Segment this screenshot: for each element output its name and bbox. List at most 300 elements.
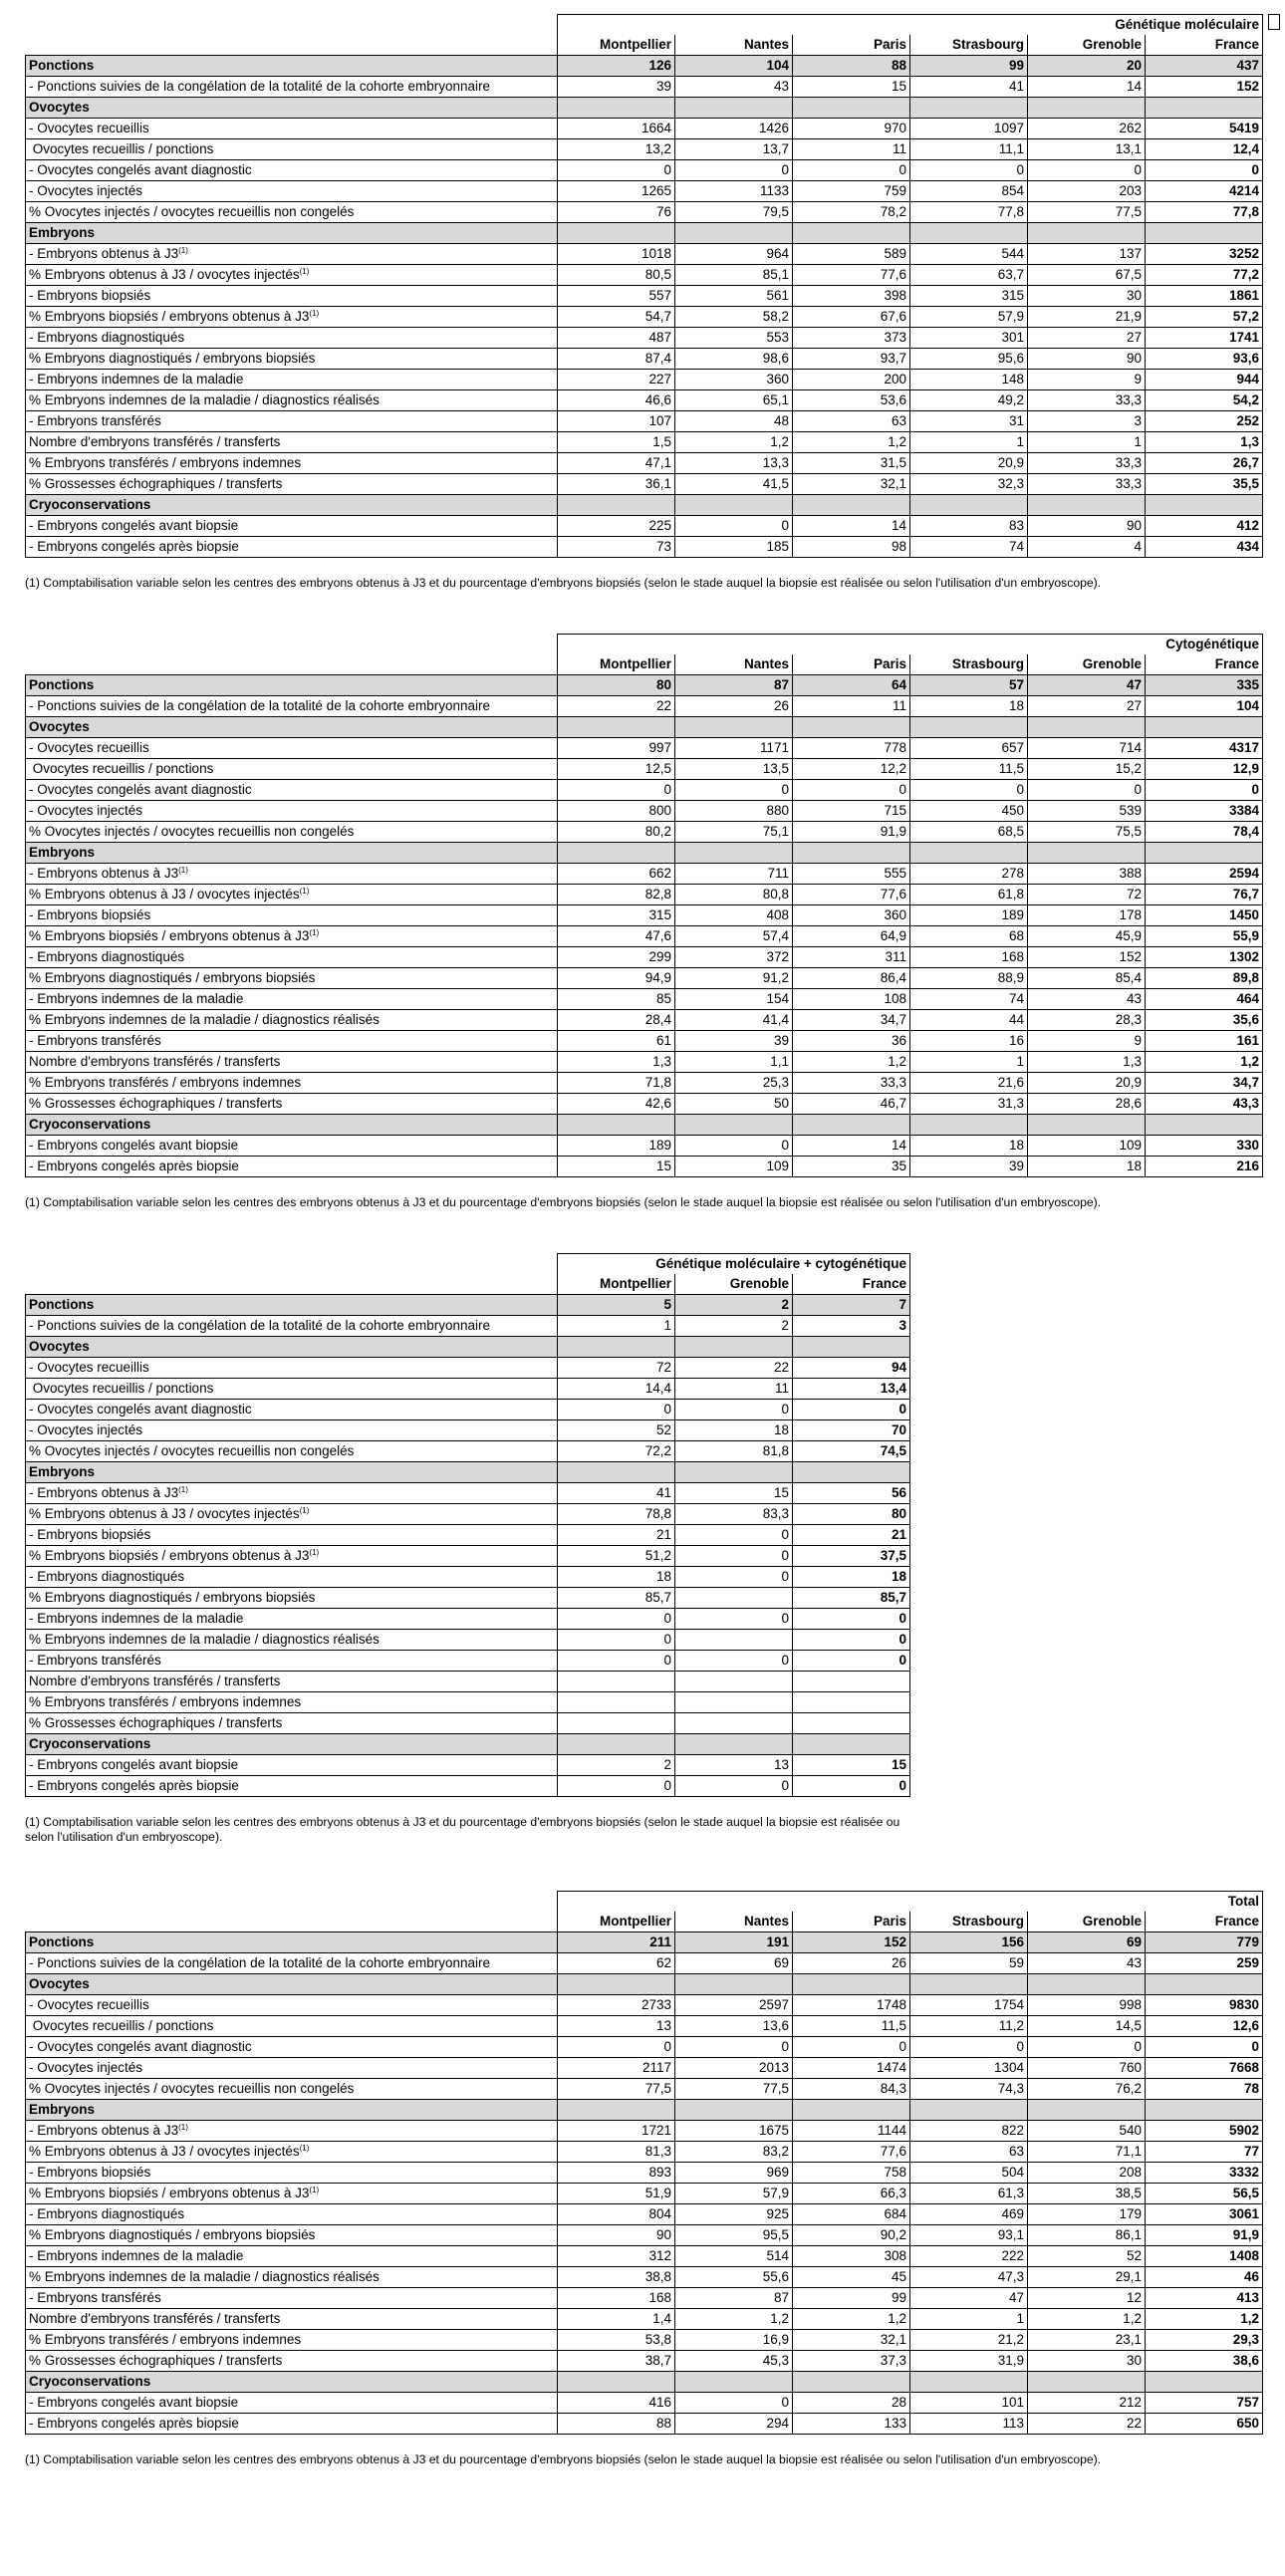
column-header: Montpellier bbox=[558, 1274, 675, 1295]
cell-value: 18 bbox=[1028, 1157, 1146, 1177]
row-label bbox=[26, 1630, 558, 1651]
cell-value: 57,9 bbox=[675, 2184, 793, 2204]
row-label bbox=[26, 1441, 558, 1462]
cell-value bbox=[1146, 1115, 1263, 1136]
cell-value bbox=[558, 1734, 675, 1755]
cell-value: 47 bbox=[1028, 675, 1146, 696]
footnote: (1) Comptabilisation variable selon les centres des embryons obtenus à J3 et du pourcentage d'embryons biopsiés (selon le stade auquel la biopsie est réalisée ou selon l'utilisation d'un embryoscope). bbox=[25, 1815, 900, 1844]
table-row bbox=[26, 390, 1263, 411]
row-label bbox=[26, 2393, 558, 2414]
cell-value: 77,5 bbox=[675, 2079, 793, 2100]
cell-value: 74 bbox=[910, 537, 1028, 558]
cell-value: 0 bbox=[558, 1651, 675, 1672]
row-label bbox=[26, 516, 558, 537]
row-label bbox=[26, 989, 558, 1010]
cell-value: 373 bbox=[793, 328, 910, 349]
cell-value: 11,1 bbox=[910, 139, 1028, 160]
cell-value bbox=[558, 1115, 675, 1136]
cell-value: 94 bbox=[793, 1358, 910, 1379]
cell-value: 12,2 bbox=[793, 759, 910, 780]
cell-value: 54,2 bbox=[1146, 390, 1263, 411]
cell-value: 416 bbox=[558, 2393, 675, 2414]
cell-value: 93,6 bbox=[1146, 349, 1263, 370]
cell-value: 21,9 bbox=[1028, 307, 1146, 328]
cell-value bbox=[910, 495, 1028, 516]
row-label bbox=[26, 349, 558, 370]
cell-value: 1474 bbox=[793, 2058, 910, 2079]
cell-value bbox=[675, 1588, 793, 1609]
cell-value: 45,9 bbox=[1028, 926, 1146, 947]
cell-value: 77,6 bbox=[793, 885, 910, 905]
cell-value bbox=[675, 843, 793, 864]
footnote-marker: (1) bbox=[178, 246, 188, 255]
cell-value: 95,5 bbox=[675, 2225, 793, 2246]
table-row bbox=[26, 2393, 1263, 2414]
row-label bbox=[26, 1755, 558, 1776]
row-label-text: Nombre d'embryons transférés / transferts bbox=[29, 434, 281, 449]
row-label bbox=[26, 2309, 558, 2330]
cell-value: 925 bbox=[675, 2204, 793, 2225]
row-label bbox=[26, 1932, 558, 1953]
header-spacer bbox=[26, 1912, 558, 1932]
cell-value: 23,1 bbox=[1028, 2330, 1146, 2351]
corner-box bbox=[1268, 14, 1280, 30]
table-row bbox=[26, 2267, 1263, 2288]
row-label bbox=[26, 2267, 558, 2288]
cell-value bbox=[1028, 495, 1146, 516]
row-label-text: % Grossesses échographiques / transferts bbox=[29, 1096, 283, 1111]
cell-value: 61,8 bbox=[910, 885, 1028, 905]
cell-value: 714 bbox=[1028, 738, 1146, 759]
cell-value bbox=[558, 98, 675, 119]
cell-value: 83,3 bbox=[675, 1504, 793, 1525]
cell-value: 11,2 bbox=[910, 2016, 1028, 2037]
row-label-text: - Embryons biopsiés bbox=[29, 2165, 151, 2180]
column-header: Strasbourg bbox=[910, 1912, 1028, 1932]
row-label-text: - Embryons congelés avant biopsie bbox=[29, 1138, 239, 1153]
row-label-text: - Ovocytes recueillis bbox=[29, 121, 149, 135]
cell-value: 15,2 bbox=[1028, 759, 1146, 780]
section-row bbox=[26, 717, 1263, 738]
cell-value: 4317 bbox=[1146, 738, 1263, 759]
table-row bbox=[26, 1441, 910, 1462]
cell-value: 108 bbox=[793, 989, 910, 1010]
row-label bbox=[26, 759, 558, 780]
column-header: Strasbourg bbox=[910, 654, 1028, 675]
table-row bbox=[26, 516, 1263, 537]
cell-value bbox=[675, 1692, 793, 1713]
table-row bbox=[26, 885, 1263, 905]
cell-value: 30 bbox=[1028, 2351, 1146, 2372]
row-label bbox=[26, 2225, 558, 2246]
cell-value: 203 bbox=[1028, 181, 1146, 202]
cell-value: 1 bbox=[1028, 432, 1146, 453]
cell-value: 77 bbox=[1146, 2142, 1263, 2163]
cell-value: 0 bbox=[910, 160, 1028, 181]
cell-value: 80 bbox=[793, 1504, 910, 1525]
cell-value: 152 bbox=[793, 1932, 910, 1953]
cell-value: 83 bbox=[910, 516, 1028, 537]
cell-value: 9 bbox=[1028, 1031, 1146, 1052]
cell-value: 1133 bbox=[675, 181, 793, 202]
cell-value bbox=[675, 2100, 793, 2121]
row-label bbox=[26, 801, 558, 822]
cell-value bbox=[1028, 2100, 1146, 2121]
cell-value bbox=[793, 1692, 910, 1713]
cell-value: 32,1 bbox=[793, 2330, 910, 2351]
row-label bbox=[26, 98, 558, 119]
cell-value: 80 bbox=[558, 675, 675, 696]
row-label-text: % Embryons obtenus à J3 / ovocytes injectés bbox=[29, 1506, 300, 1521]
cell-value: 69 bbox=[1028, 1932, 1146, 1953]
cell-value: 1,4 bbox=[558, 2309, 675, 2330]
row-label-text: % Embryons biopsiés / embryons obtenus à J3 bbox=[29, 2186, 310, 2200]
cell-value: 0 bbox=[675, 2393, 793, 2414]
cell-value: 33,3 bbox=[1028, 390, 1146, 411]
cell-value: 49,2 bbox=[910, 390, 1028, 411]
cell-value: 22 bbox=[1028, 2414, 1146, 2435]
cell-value: 0 bbox=[675, 516, 793, 537]
cell-value: 1675 bbox=[675, 2121, 793, 2142]
cell-value: 1097 bbox=[910, 119, 1028, 139]
cell-value: 0 bbox=[793, 1651, 910, 1672]
row-label bbox=[26, 1546, 558, 1567]
cell-value bbox=[558, 843, 675, 864]
row-label-text: - Ovocytes injectés bbox=[29, 2060, 143, 2075]
row-label-text: - Embryons transférés bbox=[29, 1033, 161, 1048]
table-row bbox=[26, 1358, 910, 1379]
table-row bbox=[26, 780, 1263, 801]
cell-value: 0 bbox=[1146, 780, 1263, 801]
cell-value: 1,3 bbox=[558, 1052, 675, 1073]
cell-value: 85,7 bbox=[793, 1588, 910, 1609]
section-row bbox=[26, 1295, 910, 1316]
row-label-text: - Embryons transférés bbox=[29, 413, 161, 428]
cell-value: 91,9 bbox=[1146, 2225, 1263, 2246]
cell-value: 1,1 bbox=[675, 1052, 793, 1073]
row-label-text: % Ovocytes injectés / ovocytes recueillis non congelés bbox=[29, 1443, 355, 1458]
cell-value: 278 bbox=[910, 864, 1028, 885]
row-label bbox=[26, 1567, 558, 1588]
table-row bbox=[26, 265, 1263, 286]
table-row bbox=[26, 2121, 1263, 2142]
row-label bbox=[26, 905, 558, 926]
cell-value: 3332 bbox=[1146, 2163, 1263, 2184]
row-label-text: Embryons bbox=[29, 1464, 96, 1479]
data-table bbox=[25, 14, 1263, 558]
row-label bbox=[26, 1115, 558, 1136]
header-spacer bbox=[26, 1892, 558, 1913]
cell-value: 63 bbox=[910, 2142, 1028, 2163]
cell-value bbox=[793, 1337, 910, 1358]
cell-value: 82,8 bbox=[558, 885, 675, 905]
cell-value: 78 bbox=[1146, 2079, 1263, 2100]
row-label bbox=[26, 1316, 558, 1337]
row-label-text: % Embryons obtenus à J3 / ovocytes injectés bbox=[29, 2144, 300, 2159]
cell-value: 0 bbox=[1146, 2037, 1263, 2058]
cell-value: 464 bbox=[1146, 989, 1263, 1010]
table-row bbox=[26, 2163, 1263, 2184]
row-label-text: Ovocytes recueillis / ponctions bbox=[29, 141, 214, 156]
cell-value: 1302 bbox=[1146, 947, 1263, 968]
cell-value: 1018 bbox=[558, 244, 675, 265]
row-label bbox=[26, 968, 558, 989]
cell-value bbox=[1146, 223, 1263, 244]
table-row bbox=[26, 2016, 1263, 2037]
cell-value: 28,6 bbox=[1028, 1094, 1146, 1115]
cell-value: 18 bbox=[910, 1136, 1028, 1157]
cell-value: 0 bbox=[1146, 160, 1263, 181]
cell-value: 13,5 bbox=[675, 759, 793, 780]
cell-value: 168 bbox=[910, 947, 1028, 968]
cell-value: 12,6 bbox=[1146, 2016, 1263, 2037]
cell-value: 47 bbox=[910, 2288, 1028, 2309]
row-label-text: Embryons bbox=[29, 2102, 96, 2117]
cell-value: 969 bbox=[675, 2163, 793, 2184]
cell-value: 3252 bbox=[1146, 244, 1263, 265]
section-row bbox=[26, 1932, 1263, 1953]
cell-value: 13,7 bbox=[675, 139, 793, 160]
row-label-text: - Embryons transférés bbox=[29, 1653, 161, 1668]
cell-value: 5902 bbox=[1146, 2121, 1263, 2142]
cell-value: 779 bbox=[1146, 1932, 1263, 1953]
row-label-text: - Embryons congelés après biopsie bbox=[29, 1159, 239, 1173]
cell-value: 18 bbox=[558, 1567, 675, 1588]
cell-value: 13,3 bbox=[675, 453, 793, 474]
row-label bbox=[26, 56, 558, 77]
cell-value: 109 bbox=[675, 1157, 793, 1177]
row-label-text: - Embryons diagnostiqués bbox=[29, 949, 185, 964]
cell-value: 90 bbox=[1028, 349, 1146, 370]
cell-value: 715 bbox=[793, 801, 910, 822]
cell-value: 0 bbox=[675, 1651, 793, 1672]
cell-value: 91,2 bbox=[675, 968, 793, 989]
row-label bbox=[26, 1588, 558, 1609]
table-row bbox=[26, 989, 1263, 1010]
cell-value: 0 bbox=[558, 2037, 675, 2058]
cell-value: 57 bbox=[910, 675, 1028, 696]
row-label bbox=[26, 2351, 558, 2372]
cell-value: 0 bbox=[1028, 780, 1146, 801]
cell-value: 27 bbox=[1028, 696, 1146, 717]
row-label bbox=[26, 926, 558, 947]
cell-value: 1265 bbox=[558, 181, 675, 202]
cell-value: 137 bbox=[1028, 244, 1146, 265]
row-label-text: % Embryons transférés / embryons indemnes bbox=[29, 2332, 302, 2347]
table-row bbox=[26, 1157, 1263, 1177]
table-row bbox=[26, 286, 1263, 307]
cell-value: 540 bbox=[1028, 2121, 1146, 2142]
cell-value: 85 bbox=[558, 989, 675, 1010]
footnote-marker: (1) bbox=[309, 309, 320, 318]
cell-value: 28 bbox=[793, 2393, 910, 2414]
cell-value: 58,2 bbox=[675, 307, 793, 328]
row-label-text: Ovocytes bbox=[29, 719, 90, 734]
cell-value: 1 bbox=[910, 432, 1028, 453]
cell-value: 38,6 bbox=[1146, 2351, 1263, 2372]
cell-value: 208 bbox=[1028, 2163, 1146, 2184]
cell-value: 21,2 bbox=[910, 2330, 1028, 2351]
cell-value: 1 bbox=[910, 2309, 1028, 2330]
column-header: Grenoble bbox=[1028, 35, 1146, 56]
row-label bbox=[26, 738, 558, 759]
cell-value: 16 bbox=[910, 1031, 1028, 1052]
cell-value: 88,9 bbox=[910, 968, 1028, 989]
cell-value: 1450 bbox=[1146, 905, 1263, 926]
footnote: (1) Comptabilisation variable selon les centres des embryons obtenus à J3 et du pourcentage d'embryons biopsiés (selon le stade auquel la biopsie est réalisée ou selon l'utilisation d'un embryoscope). bbox=[25, 2452, 1102, 2466]
column-header: Grenoble bbox=[1028, 654, 1146, 675]
cell-value: 360 bbox=[675, 370, 793, 390]
cell-value bbox=[910, 2100, 1028, 2121]
row-label bbox=[26, 2058, 558, 2079]
table-row bbox=[26, 1525, 910, 1546]
cell-value: 299 bbox=[558, 947, 675, 968]
section-row bbox=[26, 1337, 910, 1358]
row-label bbox=[26, 1713, 558, 1734]
cell-value: 18 bbox=[910, 696, 1028, 717]
cell-value: 413 bbox=[1146, 2288, 1263, 2309]
column-header: France bbox=[793, 1274, 910, 1295]
column-header: France bbox=[1146, 1912, 1263, 1932]
cell-value: 9 bbox=[1028, 370, 1146, 390]
cell-value: 1,3 bbox=[1146, 432, 1263, 453]
column-header: Grenoble bbox=[675, 1274, 793, 1295]
table-row bbox=[26, 1136, 1263, 1157]
section-row bbox=[26, 2100, 1263, 2121]
cell-value: 85,7 bbox=[558, 1588, 675, 1609]
cell-value: 41,5 bbox=[675, 474, 793, 495]
cell-value: 0 bbox=[558, 1400, 675, 1420]
row-label-text: - Embryons congelés avant biopsie bbox=[29, 518, 239, 533]
cell-value bbox=[793, 1115, 910, 1136]
footnote-marker: (1) bbox=[299, 1506, 310, 1515]
table-row bbox=[26, 864, 1263, 885]
cell-value: 21 bbox=[558, 1525, 675, 1546]
cell-value: 45 bbox=[793, 2267, 910, 2288]
table-title: Génétique moléculaire bbox=[558, 15, 1263, 36]
cell-value bbox=[558, 717, 675, 738]
cell-value bbox=[558, 1692, 675, 1713]
cell-value: 20 bbox=[1028, 56, 1146, 77]
table-row bbox=[26, 411, 1263, 432]
row-label bbox=[26, 1462, 558, 1483]
cell-value: 74,5 bbox=[793, 1441, 910, 1462]
cell-value: 4 bbox=[1028, 537, 1146, 558]
cell-value: 87 bbox=[675, 675, 793, 696]
footnote-marker: (1) bbox=[309, 2186, 320, 2194]
row-label-text: - Embryons diagnostiqués bbox=[29, 330, 185, 345]
row-label bbox=[26, 453, 558, 474]
row-label-text: % Grossesses échographiques / transferts bbox=[29, 476, 283, 491]
cell-value: 312 bbox=[558, 2246, 675, 2267]
cell-value: 78,4 bbox=[1146, 822, 1263, 843]
row-label bbox=[26, 1651, 558, 1672]
row-label bbox=[26, 1995, 558, 2016]
cell-value: 93,1 bbox=[910, 2225, 1028, 2246]
cell-value: 315 bbox=[910, 286, 1028, 307]
row-label bbox=[26, 411, 558, 432]
row-label-text: % Ovocytes injectés / ovocytes recueillis non congelés bbox=[29, 2081, 355, 2096]
cell-value bbox=[910, 1974, 1028, 1995]
table-row bbox=[26, 1953, 1263, 1974]
row-label-text: % Embryons biopsiés / embryons obtenus à J3 bbox=[29, 928, 310, 943]
row-label-text: % Grossesses échographiques / transferts bbox=[29, 1715, 283, 1730]
cell-value: 434 bbox=[1146, 537, 1263, 558]
row-label bbox=[26, 77, 558, 98]
table-title: Cytogénétique bbox=[558, 635, 1263, 655]
cell-value bbox=[1028, 1974, 1146, 1995]
cell-value bbox=[675, 1115, 793, 1136]
row-label bbox=[26, 474, 558, 495]
cell-value: 998 bbox=[1028, 1995, 1146, 2016]
table-block-total bbox=[25, 1891, 1263, 2435]
row-label bbox=[26, 1672, 558, 1692]
cell-value: 301 bbox=[910, 328, 1028, 349]
cell-value: 57,9 bbox=[910, 307, 1028, 328]
column-header: Strasbourg bbox=[910, 35, 1028, 56]
cell-value: 156 bbox=[910, 1932, 1028, 1953]
cell-value: 2 bbox=[675, 1316, 793, 1337]
cell-value: 85,4 bbox=[1028, 968, 1146, 989]
table-row bbox=[26, 1052, 1263, 1073]
cell-value: 1 bbox=[910, 1052, 1028, 1073]
row-label bbox=[26, 2142, 558, 2163]
cell-value: 252 bbox=[1146, 411, 1263, 432]
cell-value: 46 bbox=[1146, 2267, 1263, 2288]
cell-value: 78,8 bbox=[558, 1504, 675, 1525]
row-label bbox=[26, 947, 558, 968]
table-row bbox=[26, 432, 1263, 453]
cell-value: 335 bbox=[1146, 675, 1263, 696]
cell-value: 259 bbox=[1146, 1953, 1263, 1974]
footnote-marker: (1) bbox=[299, 267, 310, 276]
table-row bbox=[26, 801, 1263, 822]
cell-value: 43 bbox=[675, 77, 793, 98]
cell-value bbox=[558, 1462, 675, 1483]
row-label bbox=[26, 223, 558, 244]
row-label bbox=[26, 1094, 558, 1115]
cell-value: 964 bbox=[675, 244, 793, 265]
cell-value: 28,4 bbox=[558, 1010, 675, 1031]
table-row bbox=[26, 2204, 1263, 2225]
section-row bbox=[26, 1734, 910, 1755]
cell-value: 95,6 bbox=[910, 349, 1028, 370]
table-row bbox=[26, 1546, 910, 1567]
cell-value: 1 bbox=[558, 1316, 675, 1337]
cell-value: 80,5 bbox=[558, 265, 675, 286]
cell-value: 20,9 bbox=[1028, 1073, 1146, 1094]
cell-value: 360 bbox=[793, 905, 910, 926]
table-row bbox=[26, 244, 1263, 265]
row-label-text: - Embryons biopsiés bbox=[29, 1527, 151, 1542]
table-row bbox=[26, 474, 1263, 495]
row-label-text: % Embryons diagnostiqués / embryons biopsiés bbox=[29, 2227, 316, 2242]
cell-value: 44 bbox=[910, 1010, 1028, 1031]
row-label-text: - Ovocytes recueillis bbox=[29, 1360, 149, 1375]
cell-value: 3384 bbox=[1146, 801, 1263, 822]
cell-value: 778 bbox=[793, 738, 910, 759]
row-label bbox=[26, 2016, 558, 2037]
cell-value: 22 bbox=[675, 1358, 793, 1379]
cell-value: 11 bbox=[793, 139, 910, 160]
table-title: Total bbox=[558, 1892, 1263, 1913]
cell-value: 1,2 bbox=[1146, 2309, 1263, 2330]
cell-value: 711 bbox=[675, 864, 793, 885]
cell-value bbox=[675, 1974, 793, 1995]
cell-value: 152 bbox=[1146, 77, 1263, 98]
row-label bbox=[26, 1010, 558, 1031]
cell-value: 944 bbox=[1146, 370, 1263, 390]
